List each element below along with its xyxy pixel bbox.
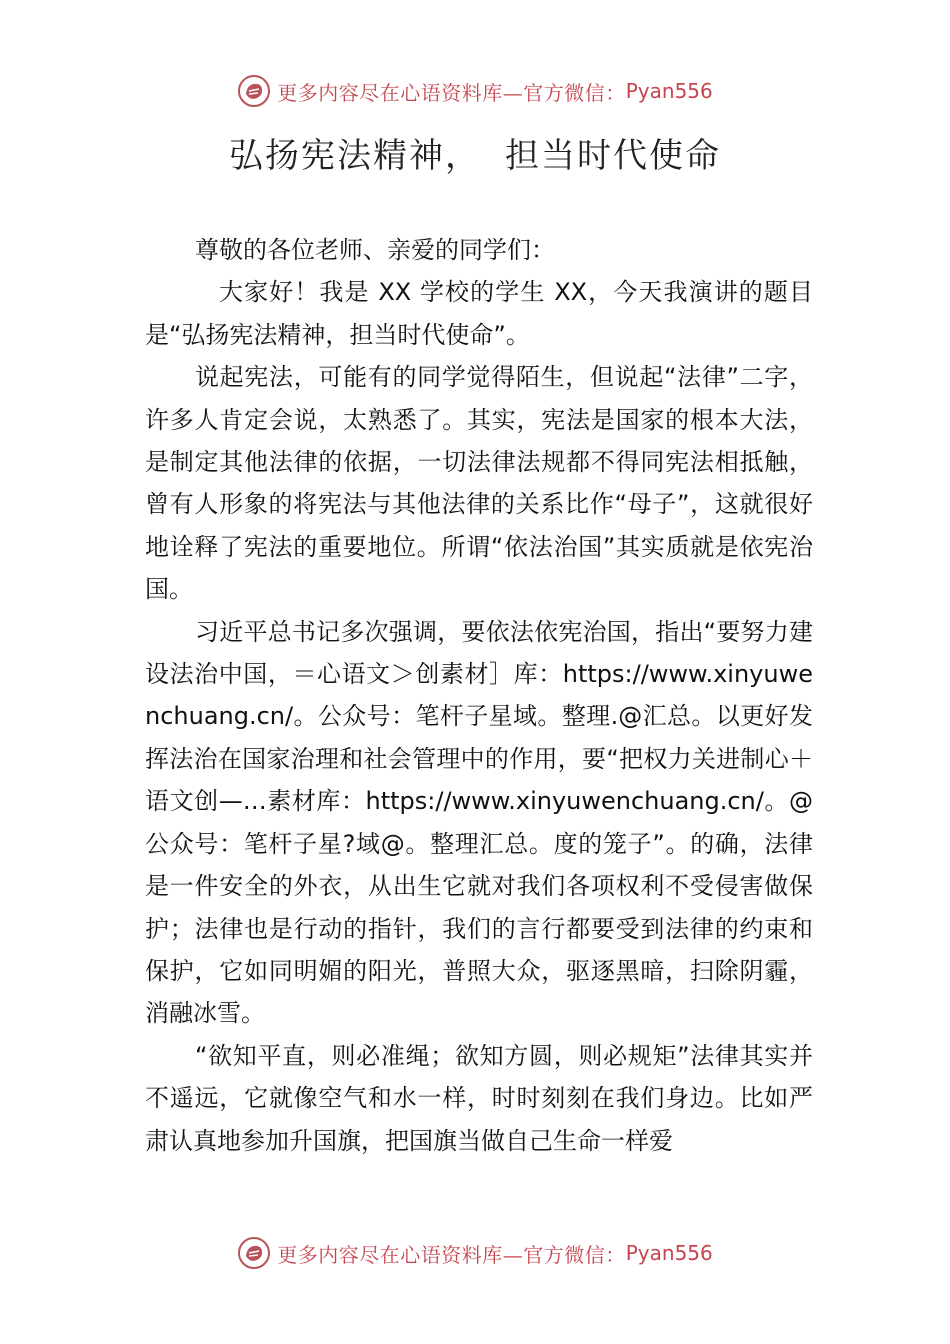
paragraph-1: 大家好！我是 XX 学校的学生 XX，今天我演讲的题目是“弘扬宪法精神，担当时代使命”。: [145, 278, 813, 349]
watermark-site-text: 更多内容尽在心语资料库—官方微信：: [277, 80, 626, 105]
title-part-2: 担当时代使命: [505, 136, 721, 176]
title-part-1: 弘扬宪法精神，: [229, 136, 481, 176]
watermark-banner-top: [0, 74, 950, 108]
watermark-contact: Pyan556: [625, 79, 713, 103]
watermark-site-text: 更多内容尽在心语资料库—官方微信：: [277, 1242, 626, 1267]
watermark-contact: Pyan556: [625, 1241, 713, 1265]
watermark-banner-bottom: [0, 1236, 950, 1270]
page-title: [0, 128, 950, 177]
speech-body: [145, 229, 813, 1162]
fist-logo-icon: [237, 1236, 271, 1270]
paragraph-3: 习近平总书记多次强调，要依法依宪治国，指出“要努力建设法治中国，＝心语文＞创素材］库：https://www.xinyuwenchuang.cn/。公众号：笔杆子星域。整理.@汇总。以更好发挥法治在国家治理和社会管理中的作用，要“把权力关进制心＋语文创—…素材库：https://www.xinyuwenchuang.cn/。@公众号：笔杆子星?域@。整理汇总。度的笼子”。的确，法律是一件安全的外衣，从出生它就对我们各项权利不受侵害做保护；法律也是行动的指针，我们的言行都要受到法律的约束和保护，它如同明媚的阳光，普照大众，驱逐黑暗，扫除阴霾，消融冰雪。: [145, 617, 813, 1028]
fist-logo-icon: [237, 74, 271, 108]
paragraph-4: “欲知平直，则必准绳；欲知方圆，则必规矩”法律其实并不遥远，它就像空气和水一样，时时刻刻在我们身边。比如严肃认真地参加升国旗，把国旗当做自己生命一样爱: [145, 1041, 813, 1155]
greeting: 尊敬的各位老师、亲爱的同学们：: [195, 236, 555, 264]
paragraph-2: 说起宪法，可能有的同学觉得陌生，但说起“法律”二字，许多人肯定会说，太熟悉了。其实，宪法是国家的根本大法，是制定其他法律的依据，一切法律法规都不得同宪法相抵触，曾有人形象的将宪法与其他法律的关系比作“母子”，这就很好地诠释了宪法的重要地位。所谓“依法治国”其实质就是依宪治国。: [145, 363, 813, 604]
